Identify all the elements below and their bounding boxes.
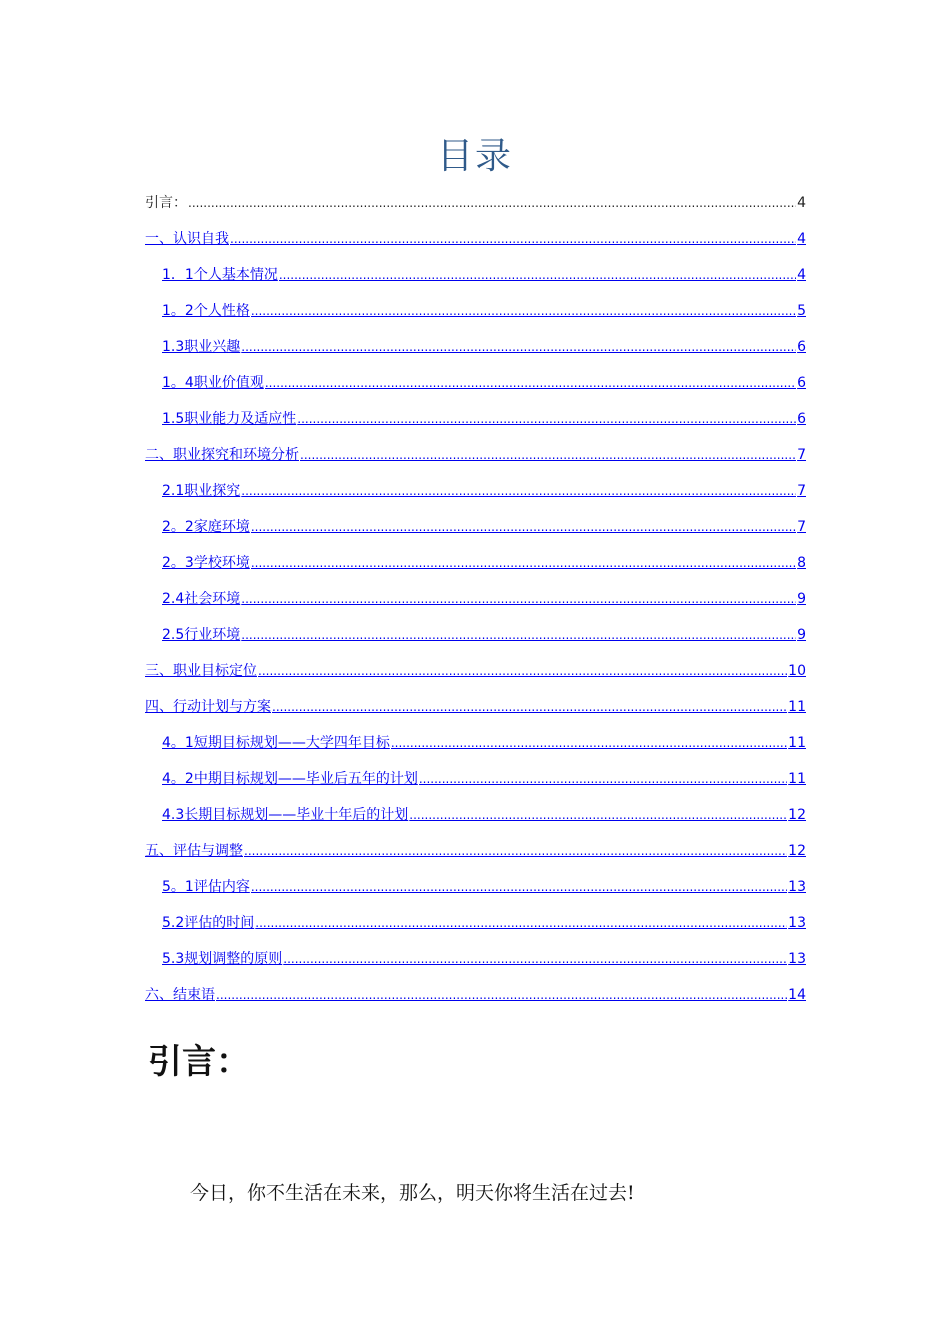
toc-entry-label: 4。2中期目标规划——毕业后五年的计划 (162, 771, 418, 787)
toc-entry-page: 11 (788, 735, 806, 751)
toc-entry-page: 11 (788, 771, 806, 787)
toc-entry-page: 5 (797, 303, 806, 319)
toc-entry-label: 二、职业探究和环境分析 (145, 447, 299, 463)
toc-entry-page: 12 (788, 843, 806, 859)
toc-leader-dots (279, 266, 796, 284)
toc-entry[interactable] (145, 716, 806, 752)
toc-entry[interactable] (145, 608, 806, 644)
toc-entry-label: 1。2个人性格 (162, 303, 250, 319)
toc-leader-dots (251, 302, 796, 320)
toc-entry-page: 4 (797, 195, 806, 211)
toc-leader-dots (258, 662, 787, 680)
toc-entry-page: 7 (797, 519, 806, 535)
toc-entry-label: 2.5行业环境 (162, 627, 241, 643)
toc-entry-label: 1．1个人基本情况 (162, 267, 278, 283)
toc-entry-page: 12 (788, 807, 806, 823)
toc-leader-dots (244, 842, 787, 860)
toc-title: 目录 (436, 136, 513, 177)
toc-entry[interactable] (145, 752, 806, 788)
toc-leader-dots (283, 950, 787, 968)
toc-leader-dots (216, 986, 787, 1004)
toc-entry[interactable] (145, 860, 806, 896)
toc-entry-label: 一、认识自我 (145, 231, 229, 247)
toc-entry-page: 7 (797, 483, 806, 499)
toc-entry-label: 4.3长期目标规划——毕业十年后的计划 (162, 807, 409, 823)
toc-entry[interactable] (145, 896, 806, 932)
toc-entry[interactable] (145, 392, 806, 428)
toc-entry (145, 176, 806, 212)
toc-entry-label: 三、职业目标定位 (145, 663, 257, 679)
toc-entry[interactable] (145, 680, 806, 716)
toc-entry[interactable] (145, 500, 806, 536)
toc-entry[interactable] (145, 644, 806, 680)
toc-entry-label: 六、结束语 (145, 987, 215, 1003)
toc-leader-dots (409, 806, 787, 824)
toc-entry-page: 14 (788, 987, 806, 1003)
toc-leader-dots (251, 554, 796, 572)
toc-entry[interactable] (145, 284, 806, 320)
toc-entry-label: 5.2评估的时间 (162, 915, 255, 931)
toc-entry[interactable] (145, 968, 806, 1004)
toc-entry[interactable] (145, 932, 806, 968)
toc-entry-label: 五、评估与调整 (145, 843, 243, 859)
toc-entry-page: 9 (797, 591, 806, 607)
toc-leader-dots (251, 878, 787, 896)
toc-entry-page: 10 (788, 663, 806, 679)
toc-leader-dots (300, 446, 796, 464)
toc-entry[interactable] (145, 824, 806, 860)
toc-leader-dots (255, 914, 787, 932)
toc-entry-label: 引言： (145, 195, 187, 211)
toc-leader-dots (241, 590, 796, 608)
toc-entry-label: 5。1评估内容 (162, 879, 250, 895)
toc-leader-dots (230, 230, 796, 248)
toc-entry-page: 6 (797, 411, 806, 427)
toc-leader-dots (251, 518, 796, 536)
toc-entry-page: 6 (797, 339, 806, 355)
toc-entry-label: 2.4社会环境 (162, 591, 241, 607)
toc-entry-page: 9 (797, 627, 806, 643)
toc-entry-label: 2。2家庭环境 (162, 519, 250, 535)
toc-entry[interactable] (145, 356, 806, 392)
toc-entry-page: 13 (788, 915, 806, 931)
toc-leader-dots (188, 194, 796, 212)
toc-entry-label: 4。1短期目标规划——大学四年目标 (162, 735, 390, 751)
toc-entry-label: 1.3职业兴趣 (162, 339, 241, 355)
toc-entry[interactable] (145, 248, 806, 284)
toc-entry[interactable] (145, 788, 806, 824)
toc-entry-page: 11 (788, 699, 806, 715)
toc-entry-page: 13 (788, 951, 806, 967)
toc-entry-label: 2.1职业探究 (162, 483, 241, 499)
toc-entry-page: 4 (797, 267, 806, 283)
toc-entry-page: 4 (797, 231, 806, 247)
toc-leader-dots (272, 698, 787, 716)
toc-entry[interactable] (145, 572, 806, 608)
toc-leader-dots (241, 626, 796, 644)
toc-entry[interactable] (145, 536, 806, 572)
toc-entry[interactable] (145, 320, 806, 356)
toc-leader-dots (265, 374, 796, 392)
toc-leader-dots (241, 482, 796, 500)
intro-quote: 今日，你不生活在未来，那么，明天你将生活在过去! (190, 1182, 635, 1204)
toc-entry-page: 6 (797, 375, 806, 391)
toc-entry-page: 8 (797, 555, 806, 571)
toc-entry[interactable] (145, 428, 806, 464)
toc-leader-dots (241, 338, 796, 356)
toc-leader-dots (419, 770, 787, 788)
toc-entry-page: 7 (797, 447, 806, 463)
toc-entry-label: 1。4职业价值观 (162, 375, 264, 391)
toc-entry-label: 四、行动计划与方案 (145, 699, 271, 715)
intro-heading: 引言： (148, 1042, 250, 1082)
toc-entry-label: 2。3学校环境 (162, 555, 250, 571)
toc-entry[interactable] (145, 464, 806, 500)
toc-leader-dots (391, 734, 787, 752)
toc-entry-label: 5.3规划调整的原则 (162, 951, 283, 967)
toc-entry-page: 13 (788, 879, 806, 895)
toc-entry[interactable] (145, 212, 806, 248)
table-of-contents (145, 176, 806, 1004)
toc-leader-dots (297, 410, 796, 428)
toc-entry-label: 1.5职业能力及适应性 (162, 411, 297, 427)
